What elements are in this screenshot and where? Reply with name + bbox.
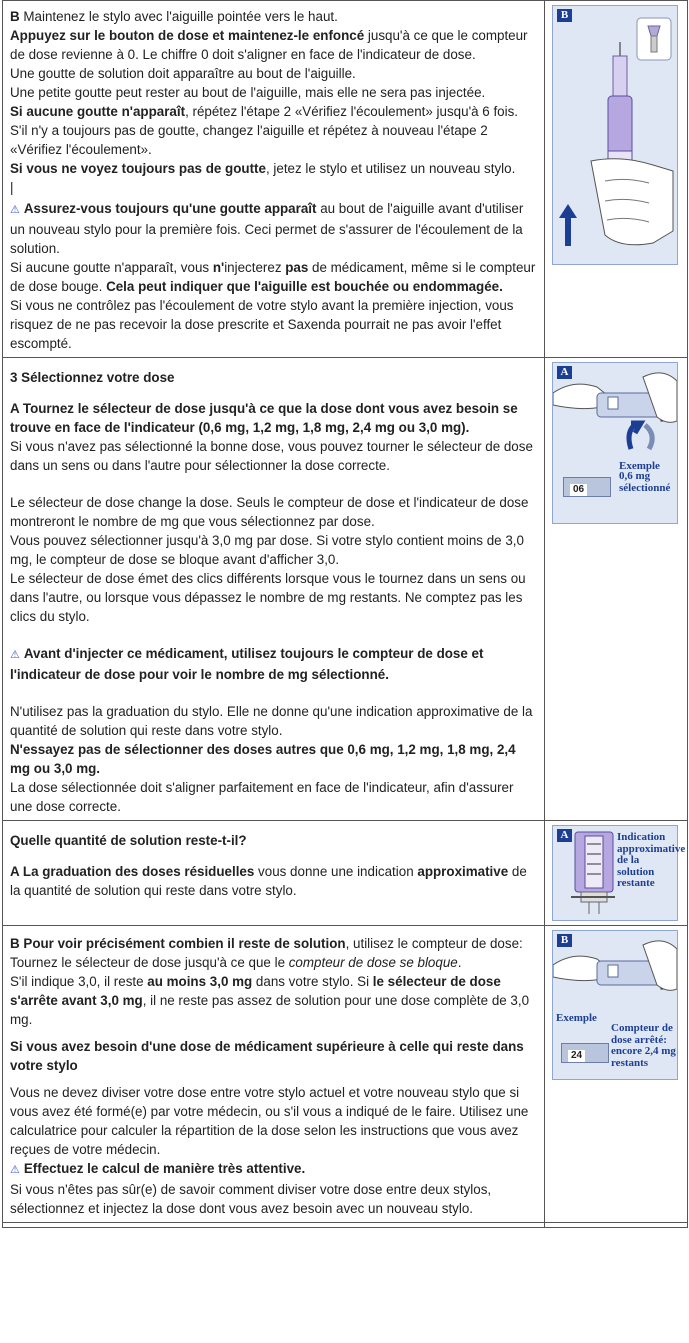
unsure-line: Si vous n'êtes pas sûr(e) de savoir comment diviser votre dose entre deux stylos, sélectionnez et injectez la dose dont vous avez besoin avec un nouveau stylo. <box>10 1182 492 1216</box>
spacer <box>10 1029 538 1037</box>
row-exact-remaining <box>3 926 688 1223</box>
figure-cell <box>545 358 688 821</box>
no-drop-consequence: Si aucune goutte n'apparaît, vous n'injecterez pas de médicament, même si le compteur de dose bouge. Cela peut indiquer que l'aiguille est bouchée ou endommagée. <box>10 260 536 294</box>
turn-line: Tournez le sélecteur de dose jusqu'à ce que le compteur de dose se bloque. <box>10 955 462 970</box>
figure-dose-selector <box>552 362 678 524</box>
spacer <box>10 850 538 862</box>
warning-dose-counter: ⚠ Avant d'injecter ce médicament, utilisez toujours le compteur de dose et l'indicateur de dose pour voir le nombre de mg sélectionné. <box>10 646 484 682</box>
wrong-dose-line: Si vous n'avez pas sélectionné la bonne dose, vous pouvez tourner le sélecteur de dose dans un sens ou dans l'autre pour sélectionner la dose correcte. <box>10 439 533 473</box>
figure-badge: B <box>557 9 572 22</box>
divide-line: Vous ne devez diviser votre dose entre votre stylo actuel et votre nouveau stylo que si vous avez été formé(e) par votre médecin, ou s'il vous a indiqué de le faire. Utilisez une calculatrice pour calculer la répartition de la dose selon les instructions que vous avez reçues de votre médecin. <box>10 1085 529 1157</box>
pen-upright-illustration <box>553 6 677 264</box>
selector-changes-line: Le sélecteur de dose change la dose. Seuls le compteur de dose et l'indicateur de dose montreront le nombre de mg que vous sélectionnez par dose. <box>10 495 529 529</box>
shows-line: S'il indique 3,0, il reste au moins 3,0 mg dans votre stylo. Si le sélecteur de dose s'arrête avant 3,0 mg, il ne reste pas assez de solution pour une dose complète de 3,0 mg. <box>10 974 530 1027</box>
warning-drop: ⚠ Assurez-vous toujours qu'une goutte apparaît au bout de l'aiguille avant d'utiliser un nouveau stylo pour la première fois. Ceci permet de s'assurer de l'écoulement de la solution. <box>10 201 524 256</box>
row-cutoff <box>3 1223 688 1228</box>
max-dose-line: Vous pouvez sélectionner jusqu'à 3,0 mg par dose. Si votre stylo contient moins de 3,0 mg, le compteur de dose se bloque avant d'afficher 3,0. <box>10 533 524 567</box>
small-drop-line: Une petite goutte peut rester au bout de l'aiguille, mais elle ne sera pas injectée. <box>10 85 486 100</box>
press-instruction: Appuyez sur le bouton de dose et maintenez-le enfoncé jusqu'à ce que le compteur de dose revienne à 0. Le chiffre 0 doit s'aligner en face de l'indicateur de dose. <box>10 28 528 62</box>
figure-badge: B <box>557 934 572 947</box>
section-heading: Quelle quantité de solution reste-t-il? <box>10 833 247 848</box>
example-selected: sélectionné <box>619 482 671 494</box>
figure-pen-upright <box>552 5 678 265</box>
text-cell <box>3 358 545 821</box>
no-other-doses: N'essayez pas de sélectionner des doses autres que 0,6 mg, 1,2 mg, 1,8 mg, 2,4 mg ou 3,0 mg. <box>10 742 516 776</box>
example-dose: 0,6 mg <box>619 470 651 482</box>
spacer <box>10 387 538 399</box>
dose-counter-window <box>563 477 611 497</box>
spacer <box>10 475 538 493</box>
figure-cell <box>545 926 688 1223</box>
example-box <box>559 457 671 503</box>
spacer <box>10 684 538 702</box>
example-label: Exemple <box>556 1012 597 1024</box>
careful-line: ⚠ Effectuez le calcul de manière très attentive. <box>10 1161 306 1176</box>
warning-icon: ⚠ <box>10 204 20 216</box>
no-drop-line: Si aucune goutte n'apparaît, répétez l'étape 2 «Vérifiez l'écoulement» jusqu'à 6 fois. S'il n'y a toujours pas de goutte, changez l'aiguille et répétez à nouveau l'étape 2 «Vérifiez l'écoulement». <box>10 104 519 157</box>
still-no-drop-line: Si vous ne voyez toujours pas de goutte, jetez le stylo et utilisez un nouveau stylo. <box>10 161 516 176</box>
spacer <box>10 1075 538 1083</box>
text-cell <box>3 821 545 926</box>
section-heading: 3 Sélectionnez votre dose <box>10 370 175 385</box>
figure-badge: A <box>557 366 572 379</box>
figure-cell <box>545 1 688 358</box>
no-check-line: Si vous ne contrôlez pas l'écoulement de votre stylo avant la première injection, vous risquez de ne pas recevoir la dose prescrite et Saxenda pourrait ne pas avoir l'effet escompté. <box>10 298 514 351</box>
row-select-dose <box>3 358 688 821</box>
figure-badge: A <box>557 829 572 842</box>
figure-cell <box>545 821 688 926</box>
row-remaining <box>3 821 688 926</box>
scale-label: Indication approximative de la solution restante <box>617 831 686 889</box>
text-cell <box>3 1223 545 1228</box>
text-cursor: | <box>10 180 14 195</box>
instruction-table <box>2 0 688 1228</box>
clicks-line: Le sélecteur de dose émet des clics différents lorsque vous le tournez dans un sens ou dans l'autre, ou lorsque vous dépassez le nombre de mg restants. Ne comptez pas les clics du stylo. <box>10 571 526 624</box>
warning-icon: ⚠ <box>10 1164 20 1176</box>
dose-counter-value: 06 <box>570 484 587 496</box>
step-a-instruction: A Tournez le sélecteur de dose jusqu'à ce que la dose dont vous avez besoin se trouve en face de l'indicateur (0,6 mg, 1,2 mg, 1,8 mg, 2,4 mg ou 3,0 mg). <box>10 401 518 435</box>
more-dose-heading: Si vous avez besoin d'une dose de médicament supérieure à celle qui reste dans votre stylo <box>10 1039 524 1073</box>
text-cell <box>3 1 545 358</box>
graduation-line: N'utilisez pas la graduation du stylo. Elle ne donne qu'une indication approximative de la quantité de solution qui reste dans votre stylo. <box>10 704 533 738</box>
step-b-exact: B Pour voir précisément combien il reste de solution, utilisez le compteur de dose: <box>10 936 523 951</box>
figure-scale <box>552 825 686 921</box>
warning-icon: ⚠ <box>10 649 20 661</box>
spacer <box>10 626 538 644</box>
drop-line: Une goutte de solution doit apparaître au bout de l'aiguille. <box>10 66 356 81</box>
figure-counter-stopped <box>552 930 678 1080</box>
dose-counter-value: 24 <box>568 1050 585 1062</box>
dose-counter-window <box>561 1043 609 1063</box>
row-check-drop <box>3 1 688 358</box>
figure-cell <box>545 1223 688 1228</box>
step-a-remaining: A La graduation des doses résiduelles vous donne une indication approximative de la quantité de solution qui reste dans votre stylo. <box>10 864 527 898</box>
align-line: La dose sélectionnée doit s'aligner parfaitement en face de l'indicateur, afin d'assurer une dose correcte. <box>10 780 514 814</box>
step-b-line: B Maintenez le stylo avec l'aiguille pointée vers le haut. <box>10 9 338 24</box>
example-label: Exemple <box>619 460 660 472</box>
text-cell <box>3 926 545 1223</box>
counter-stopped-label: Compteur de dose arrêté: encore 2,4 mg restants <box>611 1022 676 1069</box>
